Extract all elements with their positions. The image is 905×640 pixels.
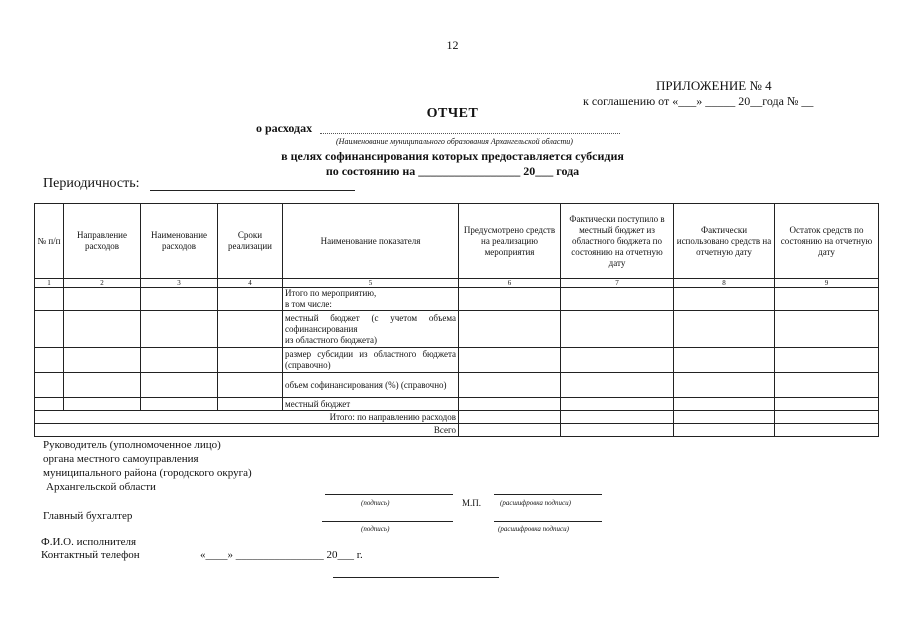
accountant-decode-line: [494, 521, 602, 522]
grand-total-label: Всего: [35, 424, 459, 437]
expenses-fill-line: [320, 133, 620, 134]
indicator-local-budget: местный бюджет: [283, 398, 459, 411]
col-number: 7: [561, 279, 674, 288]
page-number: 12: [446, 38, 459, 52]
col-number: 3: [141, 279, 218, 288]
purpose-line: в целях софинансирования которых предоставляется субсидия: [281, 149, 624, 163]
accountant-signature-note: (подпись): [361, 525, 390, 533]
executor-label: Ф.И.О. исполнителя: [41, 536, 137, 548]
agreement-line: к соглашению от «___» _____ 20__года № __: [583, 94, 814, 108]
column-numbers-row: [35, 279, 879, 288]
indicator-cofin-volume: объем софинансирования (%) (справочно): [283, 373, 459, 398]
head-decode-note: (расшифровка подписи): [500, 499, 571, 507]
report-table: [34, 203, 879, 437]
col-header-expense-name: Наименование расходов: [141, 204, 218, 279]
col-header-balance: Остаток средств по состоянию на отчетную дату: [775, 204, 879, 279]
appendix-title: ПРИЛОЖЕНИЕ № 4: [656, 78, 772, 93]
table-row: [35, 288, 879, 311]
table-row: [35, 373, 879, 398]
report-title: ОТЧЕТ: [426, 106, 479, 121]
indicator-total-event: Итого по мероприятию, в том числе:: [283, 288, 459, 311]
phone-label: Контактный телефон: [41, 549, 140, 561]
col-header-received: Фактически поступило в местный бюджет из областного бюджета по состоянию на отчетную дату: [561, 204, 674, 279]
head-title-line1: Руководитель (уполномоченное лицо): [43, 439, 221, 451]
table-row: [35, 398, 879, 411]
municipality-note: (Наименование муниципального образования Архангельской области): [336, 137, 573, 146]
bottom-fill-line: [333, 577, 499, 578]
date-line: по состоянию на _________________ 20___ года: [325, 164, 580, 178]
grand-total-row: [35, 424, 879, 437]
col-header-direction: Направление расходов: [64, 204, 141, 279]
total-by-direction-label: Итого: по направлению расходов: [35, 411, 459, 424]
indicator-local-budget-cofin: местный бюджет (с учетом объема софинансирования из областного бюджета): [283, 311, 459, 348]
col-number: 2: [64, 279, 141, 288]
head-title-line4: Архангельской области: [46, 481, 156, 493]
indicator-subsidy-size: размер субсидии из областного бюджета (справочно): [283, 348, 459, 373]
head-title-line3: муниципального района (городского округа): [43, 467, 252, 479]
expenses-label: о расходах: [256, 121, 313, 135]
col-number: 6: [459, 279, 561, 288]
accountant-decode-note: (расшифровка подписи): [498, 525, 569, 533]
col-header-terms: Сроки реализации: [218, 204, 283, 279]
col-header-planned: Предусмотрено средств на реализацию мероприятия: [459, 204, 561, 279]
col-number: 1: [35, 279, 64, 288]
head-decode-line: [494, 494, 602, 495]
head-signature-line: [325, 494, 453, 495]
date-placeholder: «____» ________________ 20___ г.: [200, 549, 363, 561]
table-row: [35, 311, 879, 348]
col-number: 4: [218, 279, 283, 288]
col-number: 8: [674, 279, 775, 288]
col-header-used: Фактически использовано средств на отчетную дату: [674, 204, 775, 279]
stamp-mark: М.П.: [462, 498, 482, 508]
table-row: [35, 348, 879, 373]
col-header-indicator: Наименование показателя: [283, 204, 459, 279]
accountant-signature-line: [322, 521, 453, 522]
chief-accountant-label: Главный бухгалтер: [43, 510, 133, 522]
head-signature-note: (подпись): [361, 499, 390, 507]
periodicity-fill-line: [150, 190, 355, 191]
col-header-number: № п/п: [35, 204, 64, 279]
header-row: [35, 204, 879, 279]
head-title-line2: органа местного самоуправления: [43, 453, 199, 465]
col-number: 5: [283, 279, 459, 288]
total-direction-row: [35, 411, 879, 424]
periodicity-label: Периодичность:: [43, 176, 140, 191]
col-number: 9: [775, 279, 879, 288]
